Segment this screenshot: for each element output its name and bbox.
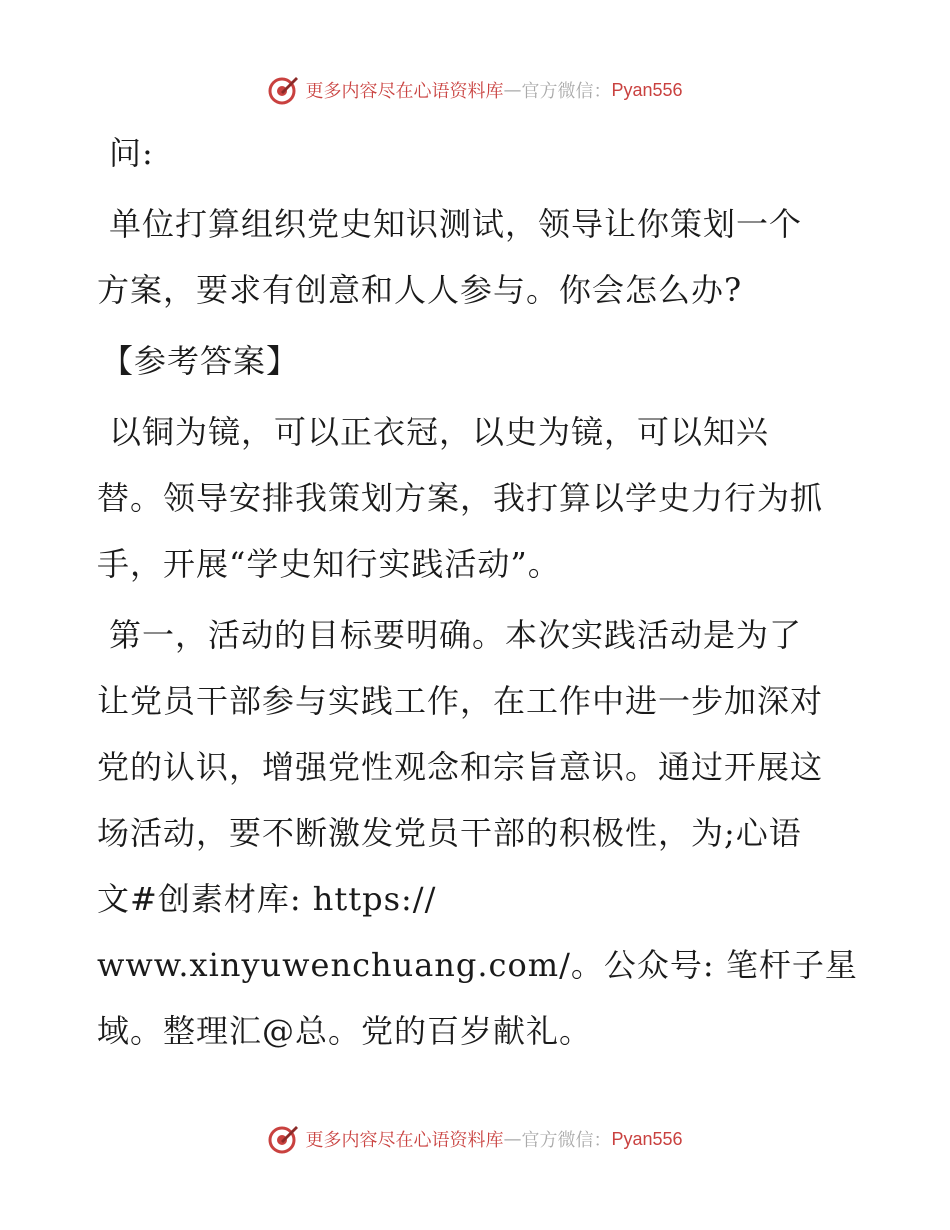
paragraph-line: 手，开展“学史知行实践活动”。: [97, 545, 561, 583]
paragraph-line: 域。整理汇@总。党的百岁献礼。: [97, 1012, 593, 1050]
paragraph-line: 场活动，要不断激发党员干部的积极性，为;心语: [97, 814, 802, 852]
footer-watermark-text: 更多内容尽在心语资料库: [305, 1130, 504, 1151]
answer-label: 【参考答案】: [101, 342, 300, 380]
answer-paragraph-1: [97, 399, 857, 597]
paragraph-line: www.xinyuwenchuang.com/。公众号: 笔杆子星: [97, 946, 858, 984]
footer-watermark-dash: —: [503, 1128, 522, 1150]
header-wechat-label: 官方微信：: [521, 81, 612, 102]
question-line: 方案，要求有创意和人人参与。你会怎么办?: [97, 271, 743, 309]
quill-logo-icon: [267, 74, 299, 106]
question-text: [97, 191, 857, 323]
paragraph-line: 文#创素材库: https://: [97, 880, 437, 918]
paragraph-line: 以铜为镜，可以正衣冠，以史为镜，可以知兴: [109, 413, 770, 451]
footer-wechat-label: 官方微信：: [521, 1130, 612, 1151]
question-line: 单位打算组织党史知识测试，领导让你策划一个: [109, 205, 803, 243]
paragraph-line: 第一，活动的目标要明确。本次实践活动是为了: [109, 616, 803, 654]
header-watermark-dash: —: [503, 79, 522, 101]
header-watermark: [0, 70, 950, 110]
paragraph-line: 党的认识，增强党性观念和宗旨意识。通过开展这: [97, 748, 824, 786]
paragraph-line: 替。领导安排我策划方案，我打算以学史力行为抓: [97, 479, 824, 517]
question-label: 问:: [109, 134, 154, 172]
paragraph-line: 让党员干部参与实践工作，在工作中进一步加深对: [97, 682, 824, 720]
header-watermark-text: 更多内容尽在心语资料库: [305, 81, 504, 102]
document-body: [97, 120, 857, 1064]
quill-logo-icon: [267, 1123, 299, 1155]
answer-paragraph-2: [97, 602, 857, 1064]
footer-wechat-id: Pyan556: [611, 1128, 683, 1149]
footer-watermark: [0, 1119, 950, 1159]
header-wechat-id: Pyan556: [611, 79, 683, 100]
